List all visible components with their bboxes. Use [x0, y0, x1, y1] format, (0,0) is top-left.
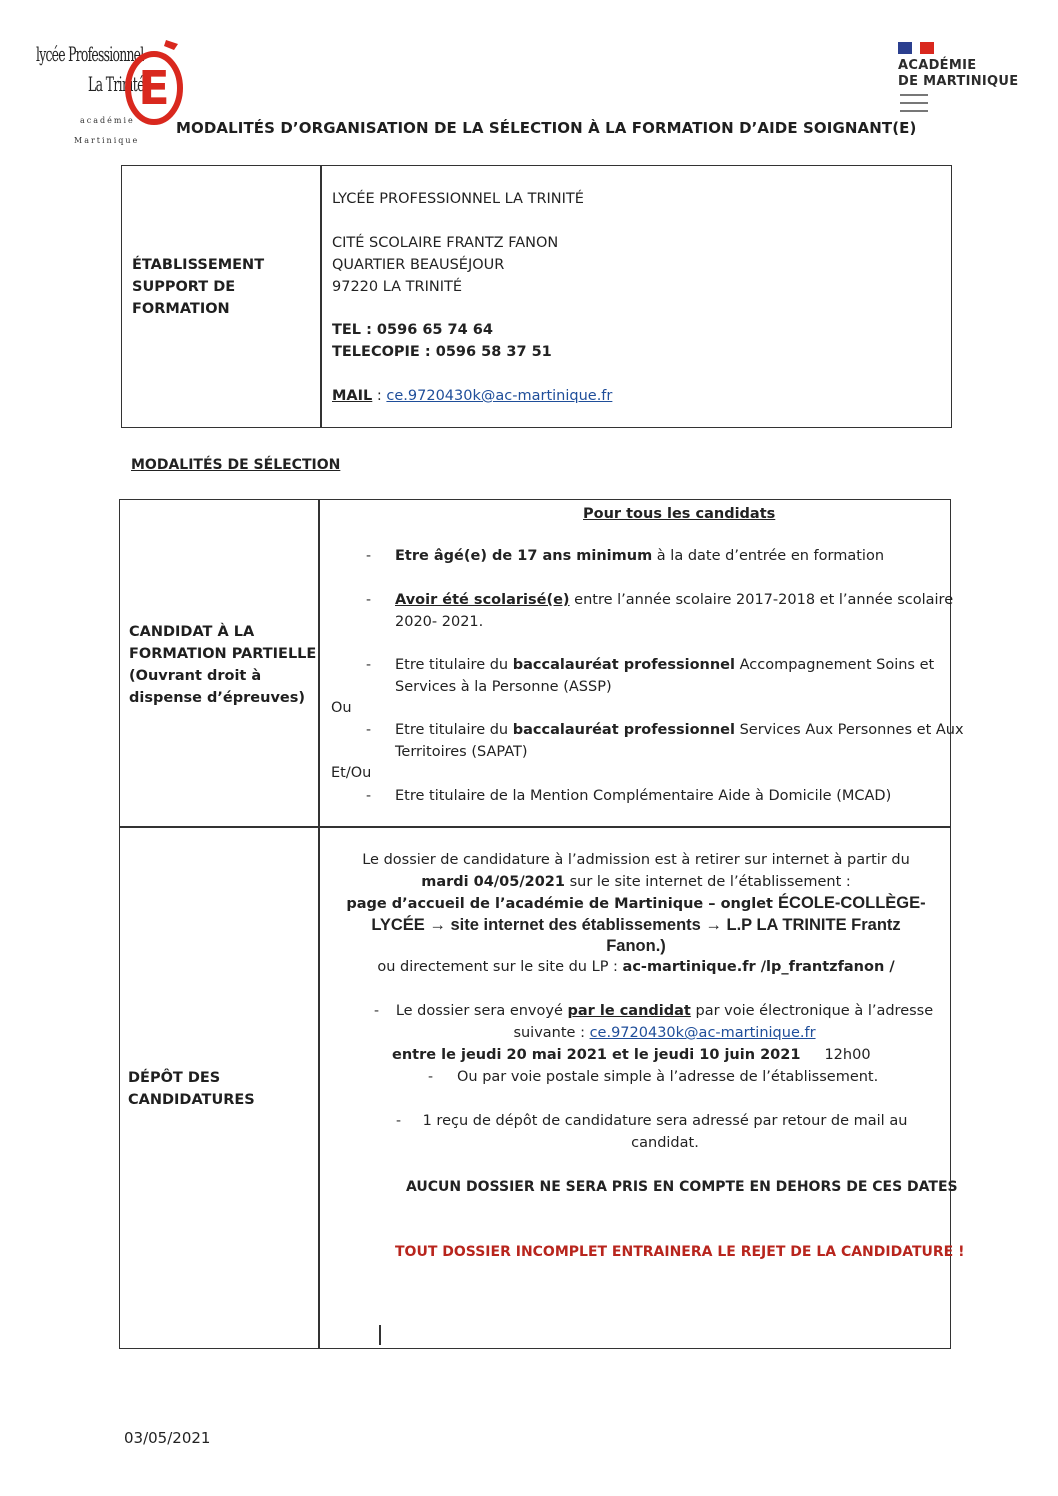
table-divider	[318, 499, 320, 1349]
ou-connector: Ou	[331, 700, 352, 716]
school-address: CITÉ SCOLAIRE FRANTZ FANON QUARTIER BEAUSÉJOUR 97220 LA TRINITÉ	[332, 235, 559, 295]
deadline-warning: AUCUN DOSSIER NE SERA PRIS EN COMPTE EN DEHORS DE CES DATES	[406, 1179, 958, 1195]
bullet-dash: -	[366, 722, 372, 738]
etou-connector: Et/Ou	[331, 765, 372, 781]
lp-website[interactable]: ac-martinique.fr /lp_frantzfanon /	[622, 959, 895, 975]
mcad-requirement: Etre titulaire de la Mention Complémentaire Aide à Domicile (MCAD)	[395, 788, 892, 804]
academie-line-2: DE MARTINIQUE	[898, 74, 1019, 89]
page-title: MODALITÉS D’ORGANISATION DE LA SÉLECTION À LA FORMATION D’AIDE SOIGNANT(E)	[176, 119, 917, 137]
envoi-instructions: Le dossier sera envoyé par le candidat par voie électronique à l’adresse suivante : ce.9720430k@ac-martinique.fr	[395, 1003, 934, 1041]
depot-instructions: Le dossier de candidature à l’admission est à retirer sur internet à partir du mardi 04/05/2021 sur le site internet de l’établissement : page d’accueil de l’académie de Martinique – onglet ÉCOLE-COLLÈGE- LYCÉE → site internet des établissements → L.P LA TRINITE Frantz Fanon.) ou directement sur le site du LP : ac-martinique.fr /lp_frantzfanon /	[346, 852, 926, 975]
age-requirement: Etre âgé(e) de 17 ans minimum à la date d’entrée en formation	[395, 548, 885, 564]
motto-mark	[900, 102, 928, 104]
assp-requirement: Etre titulaire du baccalauréat professionnel Accompagnement Soins et Services à la Personne (ASSP)	[395, 657, 935, 695]
schooling-requirement: Avoir été scolarisé(e) entre l’année scolaire 2017-2018 et l’année scolaire 2020- 2021.	[395, 592, 954, 630]
logo-line-4: Martinique	[74, 136, 140, 145]
etablissement-label: ÉTABLISSEMENT SUPPORT DE FORMATION	[132, 257, 265, 317]
receipt-note: 1 reçu de dépôt de candidature sera adressé par retour de mail au candidat.	[422, 1113, 908, 1151]
bullet-dash: -	[396, 1113, 402, 1129]
candidat-label: CANDIDAT À LA FORMATION PARTIELLE (Ouvrant droit à dispense d’épreuves)	[129, 624, 317, 706]
svg-text:E: E	[138, 61, 170, 115]
school-phone: TEL : 0596 65 74 64	[332, 322, 493, 338]
postal-option: Ou par voie postale simple à l’adresse de l’établissement.	[457, 1069, 879, 1085]
footer-date: 03/05/2021	[124, 1429, 211, 1447]
logo-line-2: La Trinité	[88, 72, 144, 96]
bullet-dash: -	[366, 592, 372, 608]
candidat-heading: Pour tous les candidats	[583, 506, 776, 522]
motto-mark	[900, 110, 928, 112]
motto-mark	[900, 94, 928, 96]
school-fax: TELECOPIE : 0596 58 37 51	[332, 344, 552, 360]
incomplete-warning: TOUT DOSSIER INCOMPLET ENTRAINERA LE REJET DE LA CANDIDATURE !	[395, 1244, 965, 1260]
school-mail-link[interactable]: ce.9720430k@ac-martinique.fr	[386, 388, 613, 404]
bullet-dash: -	[374, 1003, 380, 1019]
academie-line-1: ACADÉMIE	[898, 58, 977, 73]
bullet-dash: -	[366, 788, 372, 804]
school-name: LYCÉE PROFESSIONNEL LA TRINITÉ	[332, 191, 584, 207]
lycee-logo	[28, 34, 188, 154]
logo-line-3: académie	[80, 116, 135, 125]
stray-mark	[379, 1325, 381, 1345]
depot-dates: entre le jeudi 20 mai 2021 et le jeudi 10 juin 2021 12h00	[392, 1047, 871, 1063]
mail-label: MAIL	[332, 388, 373, 404]
sapat-requirement: Etre titulaire du baccalauréat professionnel Services Aux Personnes et Aux Territoires (SAPAT)	[395, 722, 964, 760]
section-title: MODALITÉS DE SÉLECTION	[131, 457, 341, 473]
academie-logo	[892, 40, 1042, 120]
row-divider	[119, 826, 951, 828]
french-flag-icon	[898, 42, 934, 54]
logo-line-1: lycée Professionnel	[36, 42, 144, 66]
depot-mail-link[interactable]: ce.9720430k@ac-martinique.fr	[589, 1025, 816, 1041]
school-mail-line	[332, 385, 612, 407]
depot-label: DÉPÔT DES CANDIDATURES	[128, 1070, 255, 1108]
bullet-dash: -	[428, 1069, 434, 1085]
mail-separator: :	[372, 388, 387, 404]
table-divider	[320, 165, 322, 428]
bullet-dash: -	[366, 657, 372, 673]
bullet-dash: -	[366, 548, 372, 564]
